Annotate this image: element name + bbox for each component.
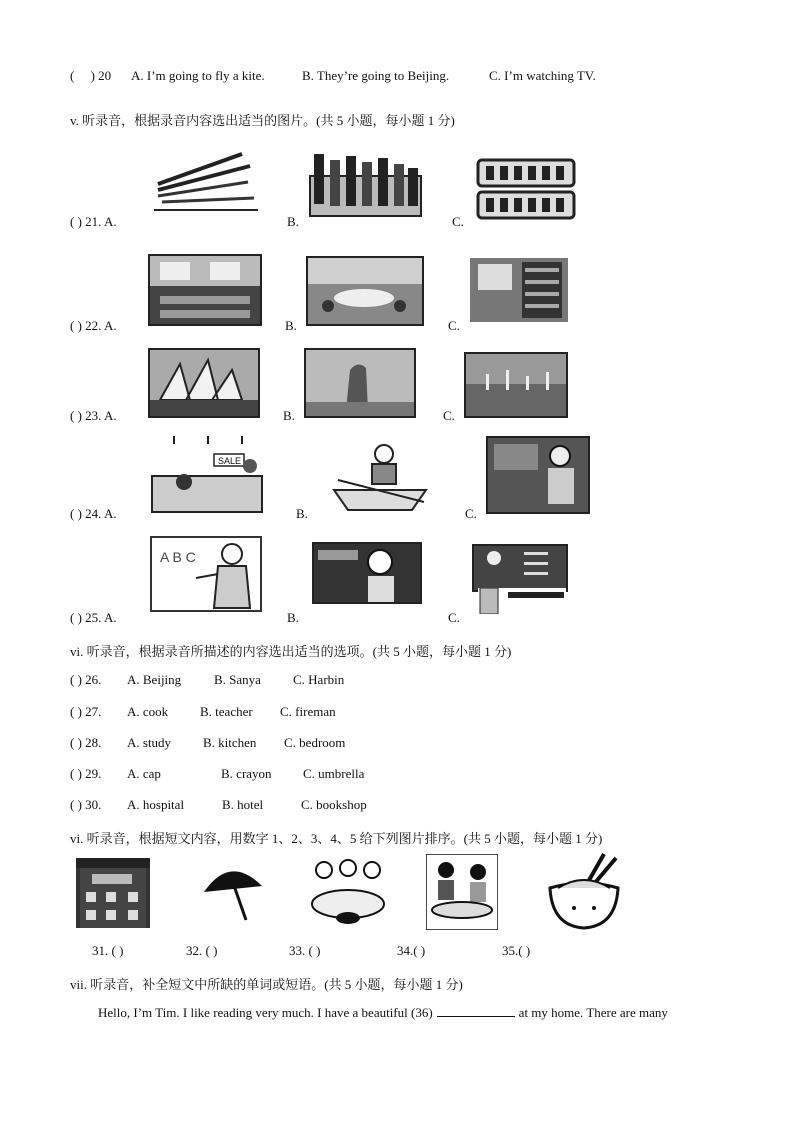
- abc-board-text: A B C: [160, 549, 196, 565]
- q20-option-a[interactable]: A. I’m going to fly a kite.: [131, 68, 265, 83]
- q30-option-b[interactable]: B. hotel: [222, 797, 264, 812]
- q23-image-b-merlion[interactable]: [304, 348, 416, 418]
- section-vi-order-title: vi. 听录音，根据短文内容，用数字 1、2、3、4、5 给下列图片排序。(共 5 小题，每小题 1 分): [70, 831, 603, 846]
- q25-image-c-math-teacher[interactable]: [472, 544, 568, 592]
- q22-c-label: C.: [448, 318, 460, 333]
- q25-image-a-english-teacher[interactable]: [150, 536, 262, 612]
- library-drawing: [470, 258, 568, 322]
- q30-option-c[interactable]: C. bookshop: [301, 797, 367, 812]
- shop-drawing: [150, 436, 264, 514]
- blank-36[interactable]: [437, 1005, 515, 1017]
- section-vii-title: vii. 听录音，补全短文中所缺的单词或短语。(共 5 小题，每小题 1 分): [70, 977, 463, 992]
- q22-b-label: B.: [285, 318, 297, 333]
- q23-b-label: B.: [283, 408, 295, 423]
- q21-image-c-paint-box[interactable]: [474, 150, 578, 220]
- q27-label: ( ) 27.: [70, 704, 102, 719]
- q22-image-b-dining-hall[interactable]: [306, 256, 424, 326]
- boat-drawing: [328, 440, 432, 516]
- pencils-drawing: [150, 146, 260, 214]
- chinese-teacher-drawing: [314, 544, 420, 602]
- order-image-family-dinner: [306, 856, 390, 930]
- q24-image-c-teacher[interactable]: [486, 436, 590, 514]
- order-31[interactable]: 31. ( ): [92, 943, 124, 958]
- order-image-umbrella: [200, 862, 266, 924]
- q21-image-b-crayons[interactable]: [308, 148, 423, 218]
- order-image-noodles: [544, 852, 624, 930]
- math-teacher-drawing: [474, 546, 566, 590]
- q26-option-b[interactable]: B. Sanya: [214, 672, 261, 687]
- q21-c-label: C.: [452, 214, 464, 229]
- q23-image-a-opera-house[interactable]: [148, 348, 260, 418]
- dining-hall-drawing: [308, 258, 422, 324]
- q28-label: ( ) 28.: [70, 735, 102, 750]
- opera-house-drawing: [150, 350, 258, 416]
- q29-label: ( ) 29.: [70, 766, 102, 781]
- q20-option-c[interactable]: C. I’m watching TV.: [489, 68, 596, 83]
- q29-option-b[interactable]: B. crayon: [221, 766, 272, 781]
- order-32[interactable]: 32. ( ): [186, 943, 218, 958]
- q21-image-a-pencils[interactable]: [150, 146, 260, 214]
- order-34[interactable]: 34.( ): [397, 943, 426, 958]
- q25-label: ( ) 25. A.: [70, 610, 117, 625]
- q27-option-c[interactable]: C. fireman: [280, 704, 336, 719]
- q21-label: ( ) 21. A.: [70, 214, 117, 229]
- q24-c-label: C.: [465, 506, 477, 521]
- q23-c-label: C.: [443, 408, 455, 423]
- q25-b-label: B.: [287, 610, 299, 625]
- q23-image-c-city[interactable]: [464, 352, 568, 418]
- q23-label: ( ) 23. A.: [70, 408, 117, 423]
- q28-option-a[interactable]: A. study: [127, 735, 172, 750]
- q26-label: ( ) 26.: [70, 672, 102, 687]
- q22-label: ( ) 22. A.: [70, 318, 117, 333]
- passage-text-before: Hello, I’m Tim. I like reading very much. I have a beautiful (36): [98, 1005, 433, 1020]
- q20-option-b[interactable]: B. They’re going to Beijing.: [302, 68, 450, 83]
- order-image-building: [76, 858, 150, 928]
- q21-b-label: B.: [287, 214, 299, 229]
- q24-label: ( ) 24. A.: [70, 506, 117, 521]
- order-33[interactable]: 33. ( ): [289, 943, 321, 958]
- teacher-drawing: [488, 438, 588, 512]
- paint-box-drawing: [474, 150, 578, 220]
- q26-option-a[interactable]: A. Beijing: [127, 672, 182, 687]
- q20-number: 20: [98, 68, 112, 83]
- q30-option-a[interactable]: A. hospital: [127, 797, 185, 812]
- order-35[interactable]: 35.( ): [502, 943, 531, 958]
- q30-label: ( ) 30.: [70, 797, 102, 812]
- q29-option-a[interactable]: A. cap: [127, 766, 161, 781]
- q28-option-c[interactable]: C. bedroom: [284, 735, 346, 750]
- order-image-reading-together: [426, 854, 498, 930]
- q22-image-a-classroom[interactable]: [148, 254, 262, 326]
- merlion-drawing: [306, 350, 414, 416]
- q25-image-b-chinese-teacher[interactable]: [312, 542, 422, 604]
- q20-paren: ( ) 20: [70, 68, 112, 83]
- english-teacher-drawing: [152, 538, 260, 610]
- q24-b-label: B.: [296, 506, 308, 521]
- q25-c-label: C.: [448, 610, 460, 625]
- q29-option-c[interactable]: C. umbrella: [303, 766, 365, 781]
- passage-line: [98, 1005, 668, 1021]
- classroom-drawing: [150, 256, 260, 324]
- q22-image-c-library[interactable]: [470, 258, 568, 322]
- crayons-drawing: [308, 148, 423, 218]
- q28-option-b[interactable]: B. kitchen: [203, 735, 257, 750]
- q26-option-c[interactable]: C. Harbin: [293, 672, 345, 687]
- section-v-title: v. 听录音，根据录音内容选出适当的图片。(共 5 小题，每小题 1 分): [70, 113, 455, 128]
- passage-text-after: at my home. There are many: [518, 1005, 668, 1020]
- q24-image-a-shop[interactable]: [150, 436, 264, 514]
- sale-sign-text: SALE: [218, 456, 242, 466]
- q24-image-b-boat[interactable]: [328, 440, 432, 516]
- city-drawing: [466, 354, 566, 416]
- q27-option-a[interactable]: A. cook: [127, 704, 169, 719]
- section-vi-choice-title: vi. 听录音，根据录音所描述的内容选出适当的选项。(共 5 小题，每小题 1 分): [70, 644, 512, 659]
- q25-image-c-desk: [478, 588, 566, 614]
- q27-option-b[interactable]: B. teacher: [200, 704, 253, 719]
